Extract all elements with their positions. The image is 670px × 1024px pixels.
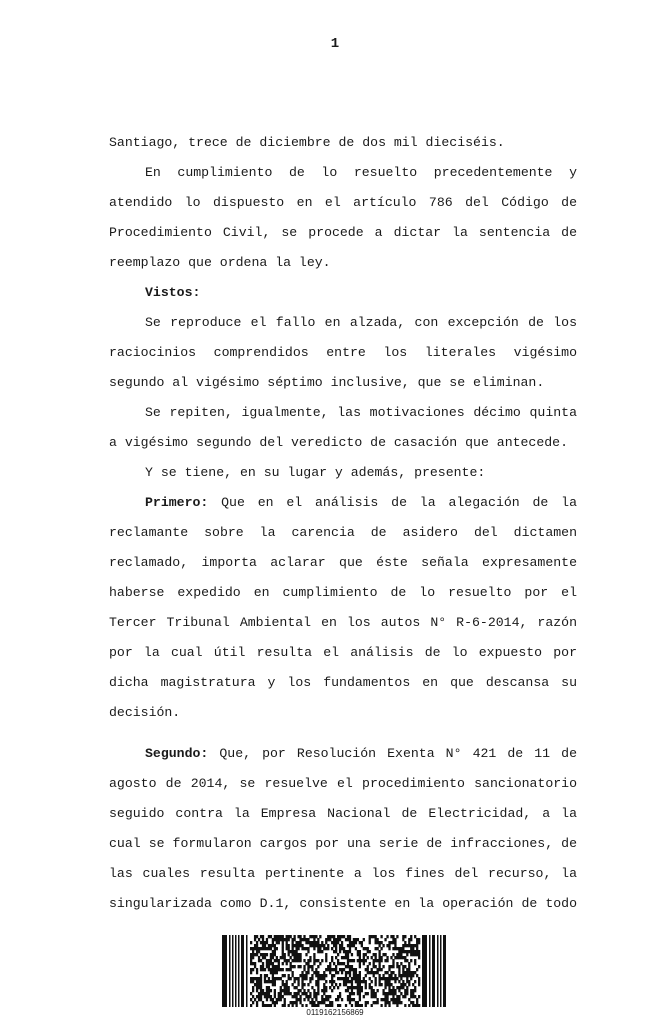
paragraph-line: Se repiten, igualmente, las motivaciones décimo quinta bbox=[145, 405, 577, 420]
primero-first-line bbox=[109, 488, 577, 518]
vistos-heading: Vistos: bbox=[145, 285, 201, 300]
paragraph-line: agosto de 2014, se resuelve el procedimiento sancionatorio bbox=[109, 776, 577, 791]
paragraph-line: reclamado, importa aclarar que éste señala expresamente bbox=[109, 555, 577, 570]
paragraph-line: reclamante sobre la carencia de asidero del dictamen bbox=[109, 525, 577, 540]
paragraph-line: a vigésimo segundo del veredicto de casación que antecede. bbox=[109, 435, 568, 450]
date-line: Santiago, trece de diciembre de dos mil dieciséis. bbox=[109, 135, 505, 150]
paragraph-line: Tercer Tribunal Ambiental en los autos N° R-6-2014, razón bbox=[109, 615, 577, 630]
primero-first-text: Que en el análisis de la alegación de la bbox=[208, 495, 577, 510]
paragraph-line: por la cual útil resulta el análisis de lo expuesto por bbox=[109, 645, 577, 660]
paragraph-line: Se reproduce el fallo en alzada, con excepción de los bbox=[145, 315, 577, 330]
paragraph-line: decisión. bbox=[109, 705, 181, 720]
barcode bbox=[222, 935, 448, 1015]
segundo-first-text: Que, por Resolución Exenta N° 421 de 11 de bbox=[208, 746, 577, 761]
paragraph-line: Procedimiento Civil, se procede a dictar la sentencia de bbox=[109, 225, 577, 240]
paragraph-line: En cumplimiento de lo resuelto precedentemente y bbox=[145, 165, 577, 180]
segundo-label: Segundo: bbox=[145, 746, 209, 761]
barcode-number: 0119162156869 bbox=[306, 1008, 364, 1017]
segundo-first-line bbox=[109, 739, 577, 769]
paragraph-line: dicha magistratura y los fundamentos en que descansa su bbox=[109, 675, 577, 690]
paragraph-line: las cuales resulta pertinente a los fines del recurso, la bbox=[109, 866, 577, 881]
paragraph-line: atendido lo dispuesto en el artículo 786 del Código de bbox=[109, 195, 577, 210]
paragraph-line: singularizada como D.1, consistente en la operación de todo bbox=[109, 896, 577, 911]
paragraph-line: seguido contra la Empresa Nacional de Electricidad, a la bbox=[109, 806, 577, 821]
paragraph-line: Y se tiene, en su lugar y además, presente: bbox=[145, 465, 486, 480]
paragraph-line: haberse expedido en cumplimiento de lo resuelto por el bbox=[109, 585, 577, 600]
paragraph-line: reemplazo que ordena la ley. bbox=[109, 255, 331, 270]
paragraph-line: raciocinios comprendidos entre los literales vigésimo bbox=[109, 345, 577, 360]
primero-label: Primero: bbox=[145, 495, 209, 510]
pdf417-barcode-icon bbox=[222, 935, 448, 1007]
document-body bbox=[109, 128, 577, 919]
paragraph-line: segundo al vigésimo séptimo inclusive, que se eliminan. bbox=[109, 375, 545, 390]
page-number: 1 bbox=[330, 36, 340, 52]
paragraph-line: cual se formularon cargos por una serie de infracciones, de bbox=[109, 836, 577, 851]
